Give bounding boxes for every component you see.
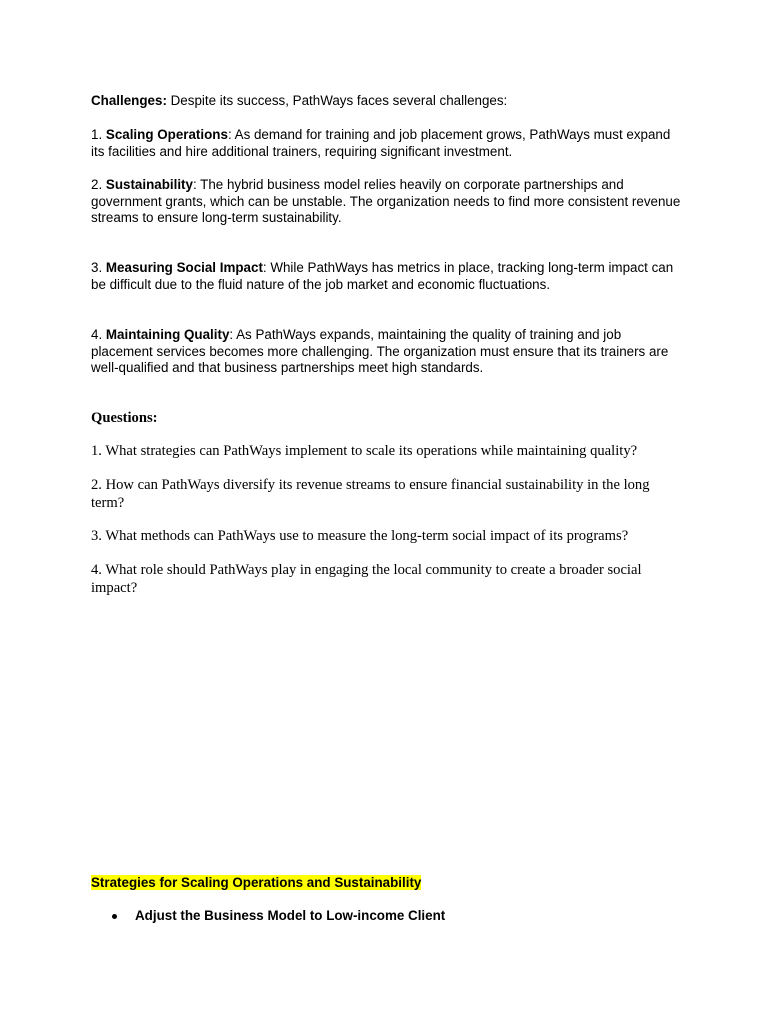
challenge-text: : The hybrid business model relies heavily on corporate partnerships and government grants, which can be unstable. The organization needs to find more consistent revenue streams to ensure long-term sustainability. [91,177,681,225]
challenge-item [91,127,681,160]
challenge-title: Scaling Operations [105,127,228,142]
question-item: 1. What strategies can PathWays implement to scale its operations while maintaining quality? [91,443,638,459]
challenge-title: Measuring Social Impact [105,260,263,275]
challenge-number: 4. [91,327,106,342]
strategy-bullet-text: Adjust the Business Model to Low-income Client [135,908,446,923]
challenges-label: Challenges: [91,93,167,108]
challenge-number: 2. [91,177,106,192]
challenge-text: : As PathWays expands, maintaining the quality of training and job placement services becomes more challenging. The organization must ensure that its trainers are well-qualified and that business partnerships meet high standards. [91,327,669,375]
strategy-bullet [112,908,672,925]
questions-heading: Questions: [91,410,158,426]
question-item: 4. What role should PathWays play in engaging the local community to create a broader social impact? [91,562,642,596]
challenge-number: 3. [91,260,106,275]
strategies-heading: Strategies for Scaling Operations and Sustainability [91,875,422,890]
challenge-number: 1. [91,127,106,142]
question-item: 3. What methods can PathWays use to measure the long-term social impact of its programs? [91,528,629,544]
challenge-title: Maintaining Quality [105,327,230,342]
challenge-text: : As demand for training and job placement grows, PathWays must expand its facilities and hire additional trainers, requiring significant investment. [91,127,671,159]
strategies-heading-line [91,875,681,892]
challenge-item [91,260,681,293]
challenge-title: Sustainability [105,177,193,192]
challenge-item [91,327,681,377]
challenges-intro-text: Despite its success, PathWays faces several challenges: [166,93,508,108]
bullet-icon [112,914,117,919]
challenge-text: : While PathWays has metrics in place, tracking long-term impact can be difficult due to the fluid nature of the job market and economic fluctuations. [91,260,674,292]
challenges-intro [91,93,681,110]
question-item: 2. How can PathWays diversify its revenue streams to ensure financial sustainability in the long term? [91,477,650,511]
challenge-item [91,177,681,227]
